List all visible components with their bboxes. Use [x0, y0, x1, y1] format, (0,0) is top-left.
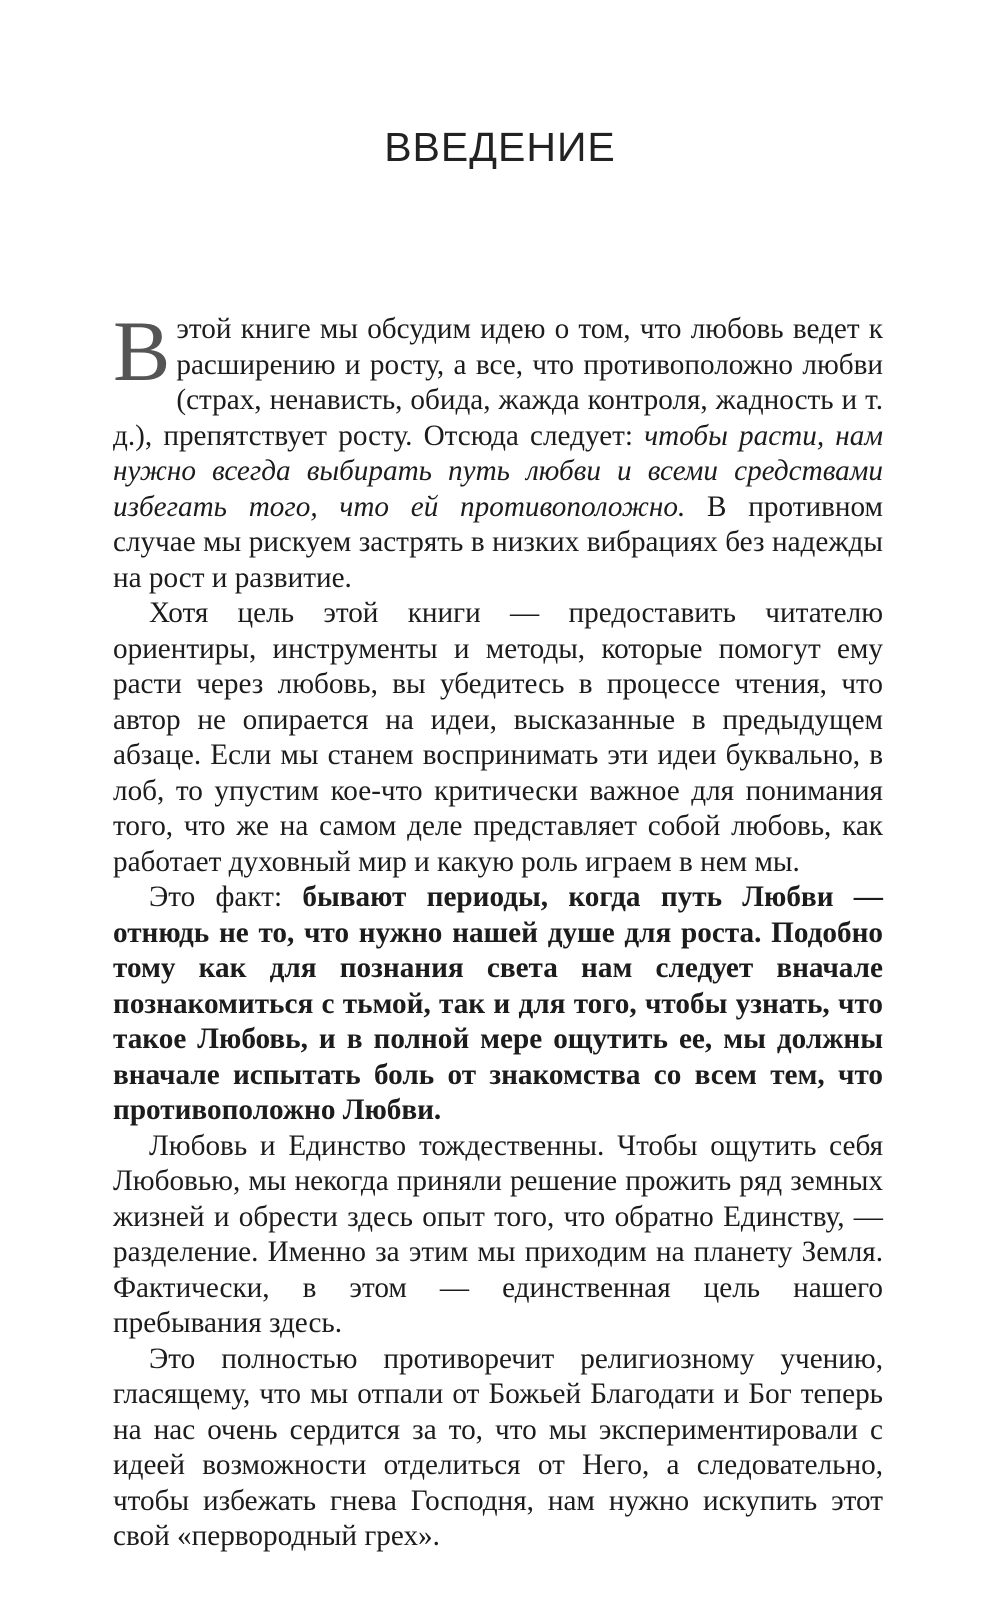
paragraph-1	[113, 303, 883, 596]
paragraph-1-text-end: В противном случае мы рискуем застрять в низких вибрациях без надежды на рост и развитие.	[113, 490, 883, 594]
paragraph-3-bold: бывают периоды, когда путь Любви — отнюдь не то, что нужно нашей душе для роста. Подобно тому как для познания света нам следует вначале познакомиться с тьмой, так и для того, чтобы узнать, что такое Любовь, и в полной мере ощутить ее, мы должны вначале испытать боль от знакомства со всем тем, что противоположно Любви.	[113, 881, 883, 1126]
paragraph-3	[113, 880, 883, 1129]
chapter-title: ВВЕДЕНИЕ	[384, 124, 616, 170]
drop-cap: В	[113, 303, 171, 399]
paragraph-1-text-start: этой книге мы обсудим идею о том, что любовь ведет к расширению и росту, а все, что противоположно любви (страх, ненависть, обида, жажда контроля, жадность и т. д.), препятствует росту. Отсюда следует:	[113, 313, 883, 452]
paragraph-1-italic: чтобы расти, нам нужно всегда выбирать путь любви и всеми средствами избегать того, что ей противоположно.	[113, 419, 883, 523]
paragraph-5: Это полностью противоречит религиозному учению, гласящему, что мы отпали от Божьей Благодати и Бог теперь на нас очень сердится за то, что мы экспериментировали с идеей возможности отделиться от Него, а следовательно, чтобы избежать гнева Господня, нам нужно искупить этот свой «первородный грех».	[113, 1342, 883, 1552]
body-text	[113, 303, 883, 1555]
paragraph-4: Любовь и Единство тождественны. Чтобы ощутить себя Любовью, мы некогда приняли решение прожить ряд земных жизней и обрести здесь опыт того, что обратно Единству, — разделение. Именно за этим мы приходим на планету Земля. Фактически, в этом — единственная цель нашего пребывания здесь.	[113, 1129, 883, 1339]
paragraph-3-lead: Это факт:	[149, 881, 303, 913]
paragraph-2: Хотя цель этой книги — предоставить читателю ориентиры, инструменты и методы, которые помогут ему расти через любовь, вы убедитесь в процессе чтения, что автор не опирается на идеи, высказанные в предыдущем абзаце. Если мы станем воспринимать эти идеи буквально, в лоб, то упустим кое-что критически важное для понимания того, что же на самом деле представляет собой любовь, как работает духовный мир и какую роль играем в нем мы.	[113, 597, 883, 878]
